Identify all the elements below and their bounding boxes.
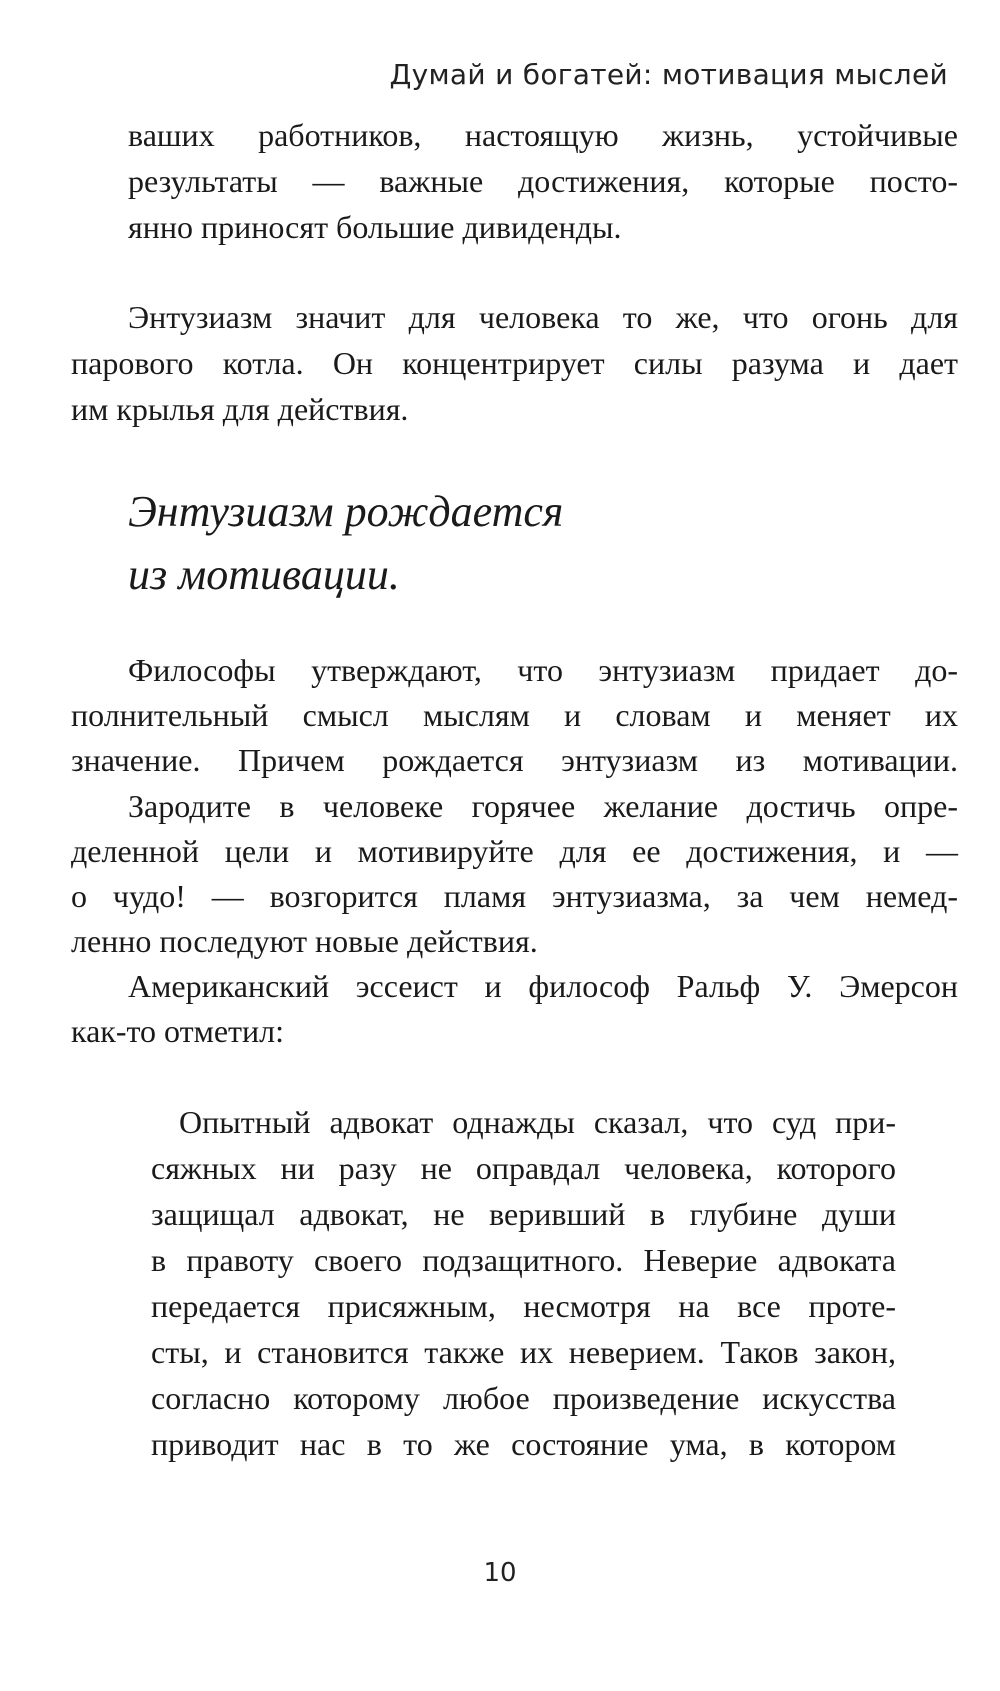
- quote-line-4: в правоту своего подзащитного. Неверие адвоката: [151, 1242, 896, 1278]
- quote-line-7: согласно которому любое произведение искусства: [151, 1380, 896, 1416]
- paragraph-1-line-2: результаты — важные достижения, которые посто-: [128, 163, 958, 199]
- paragraph-1-line-3: янно приносят большие дивиденды.: [128, 209, 622, 245]
- paragraph-5-line-1: Американский эссеист и философ Ральф У. Эмерсон: [128, 968, 958, 1004]
- running-head: Думай и богатей: мотивация мыслей: [389, 58, 948, 91]
- paragraph-2-line-1: Энтузиазм значит для человека то же, что огонь для: [128, 299, 958, 335]
- quote-line-2: сяжных ни разу не оправдал человека, которого: [151, 1150, 896, 1186]
- paragraph-3-line-3: значение. Причем рождается энтузиазм из мотивации.: [71, 742, 958, 778]
- paragraph-2-line-2: парового котла. Он концентрирует силы разума и дает: [71, 345, 958, 381]
- page-number: 10: [483, 1558, 517, 1588]
- quote-line-1: Опытный адвокат однажды сказал, что суд при-: [179, 1104, 896, 1140]
- quote-line-3: защищал адвокат, не веривший в глубине души: [151, 1196, 896, 1232]
- subheading-line-2: из мотивации.: [128, 550, 400, 599]
- paragraph-4-line-1: Зародите в человеке горячее желание достичь опре-: [128, 788, 958, 824]
- paragraph-5-line-2: как-то отметил:: [71, 1013, 285, 1049]
- quote-line-6: сты, и становится также их неверием. Таков закон,: [151, 1334, 896, 1370]
- paragraph-3-line-2: полнительный смысл мыслям и словам и меняет их: [71, 697, 958, 733]
- paragraph-4-line-3: о чудо! — возгорится пламя энтузиазма, за чем немед-: [71, 878, 958, 914]
- paragraph-3-line-1: Философы утверждают, что энтузиазм придает до-: [128, 652, 958, 688]
- quote-line-5: передается присяжным, несмотря на все проте-: [151, 1288, 896, 1324]
- paragraph-1-line-1: ваших работников, настоящую жизнь, устойчивые: [128, 117, 958, 153]
- subheading-line-1: Энтузиазм рождается: [128, 487, 564, 536]
- paragraph-2-line-3: им крылья для действия.: [71, 391, 409, 427]
- quote-line-8: приводит нас в то же состояние ума, в котором: [151, 1426, 896, 1462]
- paragraph-4-line-2: деленной цели и мотивируйте для ее достижения, и —: [71, 833, 958, 869]
- paragraph-4-line-4: ленно последуют новые действия.: [71, 923, 538, 959]
